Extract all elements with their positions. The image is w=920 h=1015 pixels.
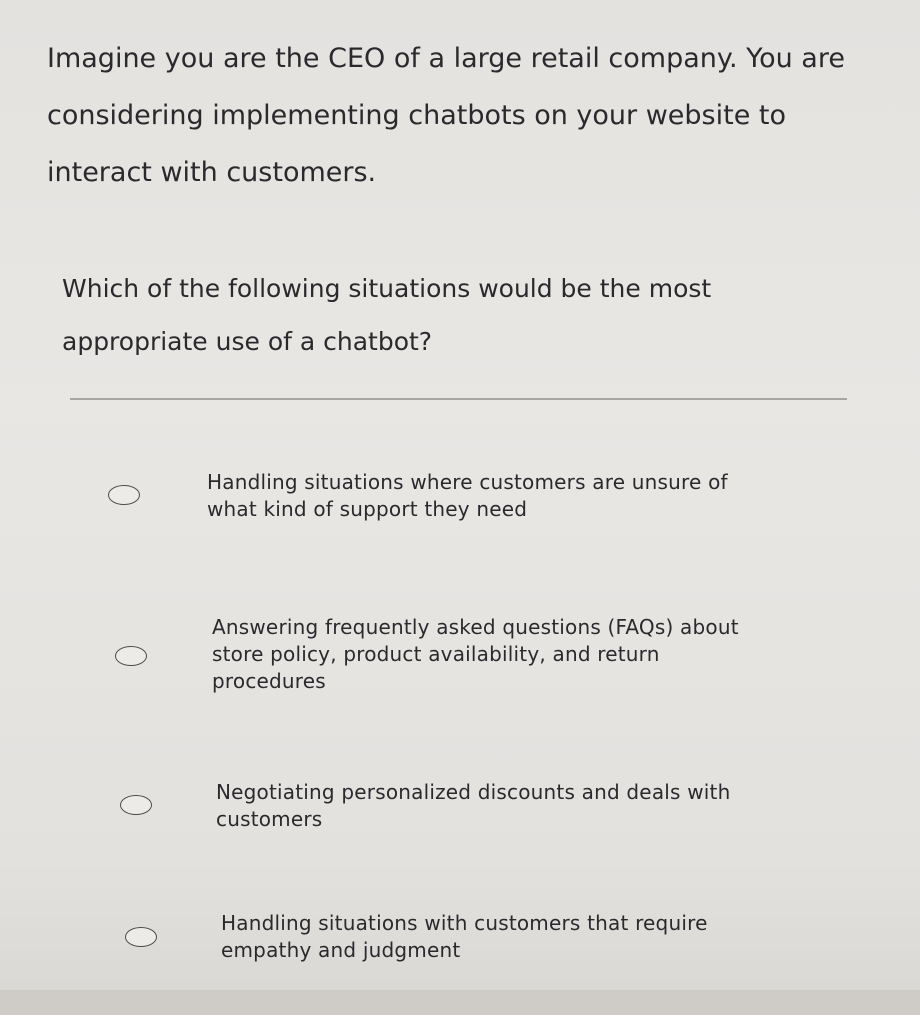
answer-option-1[interactable]: [0, 455, 920, 535]
radio-button-icon[interactable]: [115, 646, 147, 666]
radio-button-icon[interactable]: [108, 485, 140, 505]
answer-option-label: Negotiating personalized discounts and deals with customers: [216, 780, 731, 831]
bottom-edge: [0, 990, 920, 1015]
question-prompt: Which of the following situations would be the most appropriate use of a chatbot?: [62, 274, 712, 356]
scenario-text: Imagine you are the CEO of a large retail company. You are considering implementing chatbots on your website to interact with customers.: [47, 43, 845, 188]
answer-option-label: Handling situations where customers are unsure of what kind of support they need: [207, 470, 728, 521]
answer-option-4[interactable]: [0, 900, 920, 975]
radio-button-icon[interactable]: [125, 927, 157, 947]
answer-option-3[interactable]: [0, 765, 920, 845]
radio-button-icon[interactable]: [120, 795, 152, 815]
answer-option-label: Handling situations with customers that require empathy and judgment: [221, 911, 708, 962]
divider: [70, 398, 847, 400]
answer-option-2[interactable]: [0, 600, 920, 710]
answer-option-label: Answering frequently asked questions (FAQs) about store policy, product availability, and return procedures: [212, 615, 739, 693]
